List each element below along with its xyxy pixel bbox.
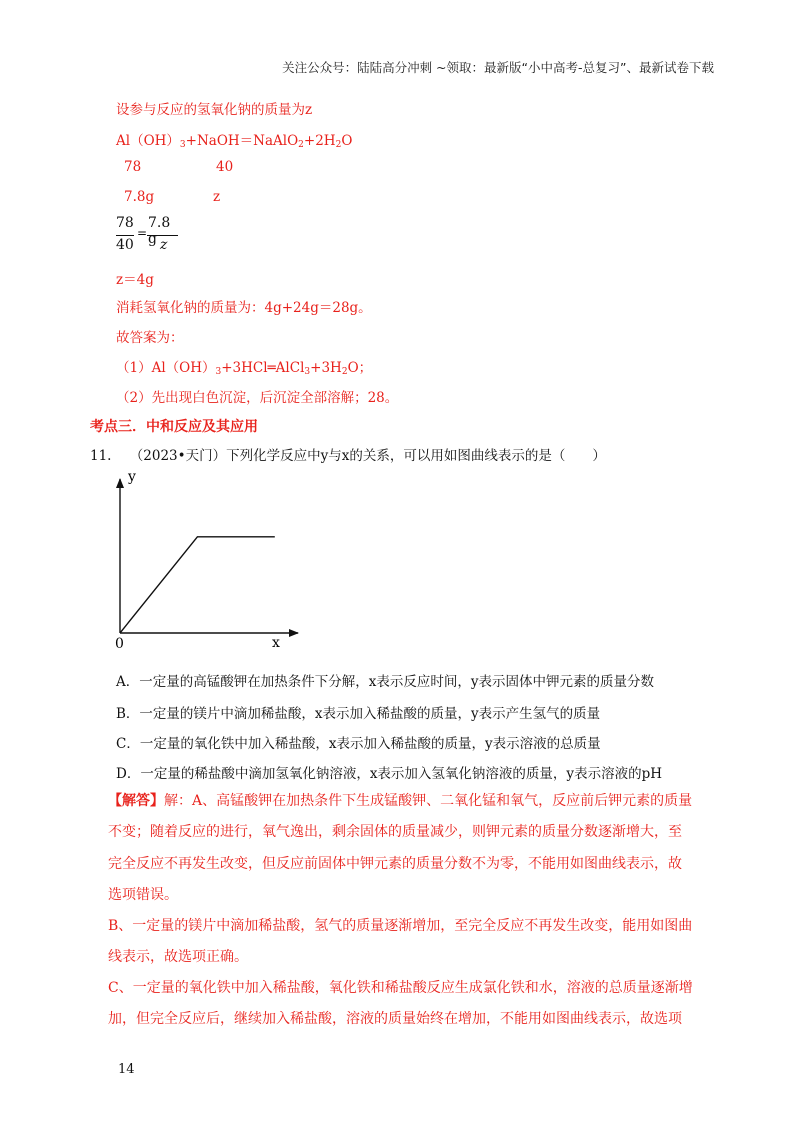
analysis-line-7: C、一定量的氧化铁中加入稀盐酸，氧化铁和稀盐酸反应生成氯化铁和水，溶液的总质量逐渐增 bbox=[108, 980, 693, 996]
question-stem bbox=[90, 444, 606, 464]
eq-subscript: 3 bbox=[179, 140, 186, 150]
option-a: A．一定量的高锰酸钾在加热条件下分解，x表示反应时间，y表示固体中钾元素的质量分数 bbox=[116, 674, 654, 690]
analysis-text: 解：A、高锰酸钾在加热条件下生成锰酸钾、二氧化锰和氧气，反应前后钾元素的质量 bbox=[164, 793, 693, 809]
analysis-line-4: 选项错误。 bbox=[108, 887, 178, 903]
page-number: 14 bbox=[118, 1062, 135, 1077]
eq-part: Al（OH） bbox=[116, 133, 180, 149]
fraction-equals: = bbox=[137, 226, 148, 240]
eq-part: O bbox=[341, 133, 353, 149]
option-b: B．一定量的镁片中滴加稀盐酸，x表示加入稀盐酸的质量，y表示产生氢气的质量 bbox=[116, 706, 601, 722]
ans-subscript: 2 bbox=[341, 367, 348, 377]
analysis-line-3: 完全反应不再发生改变，但反应前固体中钾元素的质量分数不为零，不能用如图曲线表示，故 bbox=[108, 856, 682, 872]
y-axis-label: y bbox=[128, 469, 136, 485]
question-text: （2023•天门）下列化学反应中y与x的关系，可以用如图曲线表示的是（ ） bbox=[129, 448, 606, 464]
option-c: C．一定量的氧化铁中加入稀盐酸，x表示加入稀盐酸的质量，y表示溶液的总质量 bbox=[116, 736, 601, 752]
question-number: 11. bbox=[90, 448, 112, 464]
ans-subscript: 3 bbox=[215, 367, 222, 377]
ans-part: +3H bbox=[310, 360, 342, 376]
analysis-line-8: 加，但完全反应后，继续加入稀盐酸，溶液的质量始终在增加，不能用如图曲线表示，故选项 bbox=[108, 1011, 682, 1027]
proportion-fraction bbox=[116, 215, 180, 255]
eq-subscript: 2 bbox=[335, 140, 342, 150]
option-d: D．一定量的稀盐酸中滴加氢氧化钠溶液，x表示加入氢氧化钠溶液的质量，y表示溶液的pH bbox=[116, 766, 662, 782]
analysis-tag: 【解答】 bbox=[108, 793, 164, 809]
molar-mass-78: 78 bbox=[124, 159, 142, 175]
eq-subscript: 2 bbox=[298, 140, 304, 150]
fraction-denominator-2: z bbox=[160, 237, 168, 253]
analysis-line-2: 不变；随着反应的进行，氧气逸出，剩余固体的质量减少，则钾元素的质量分数逐渐增大，至 bbox=[108, 824, 682, 840]
naoh-consumed: 消耗氢氧化钠的质量为：4g+24g＝28g。 bbox=[116, 300, 372, 316]
answer-2: （2）先出现白色沉淀，后沉淀全部溶解；28。 bbox=[116, 390, 399, 406]
solution-line-1: 设参与反应的氢氧化钠的质量为z bbox=[116, 102, 313, 118]
fraction-numerator-1: 78 bbox=[116, 215, 134, 231]
ans-part: （1）Al（OH） bbox=[116, 360, 216, 376]
fraction-bar-2 bbox=[147, 235, 178, 236]
page-header: 关注公众号：陆陆高分冲刺 ~领取：最新版“小中高考-总复习”、最新试卷下载 bbox=[282, 60, 714, 75]
answer-1 bbox=[116, 356, 372, 376]
analysis-line-1 bbox=[108, 790, 692, 810]
ans-part: O； bbox=[347, 360, 373, 376]
fraction-denominator-1: 40 bbox=[116, 237, 134, 253]
ans-part: +3HCl═AlCl bbox=[221, 360, 305, 376]
fraction-numerator-2: 7.8 g bbox=[148, 215, 171, 247]
ans-subscript: 3 bbox=[304, 367, 311, 377]
answer-intro: 故答案为： bbox=[116, 330, 184, 346]
eq-part: +2H bbox=[303, 133, 336, 149]
x-axis-label: x bbox=[272, 635, 280, 651]
origin-label: 0 bbox=[115, 636, 124, 652]
analysis-line-5: B、一定量的镁片中滴加稀盐酸，氢气的质量逐渐增加，至完全反应不再发生改变，能用如图曲 bbox=[108, 918, 693, 934]
given-mass: 7.8g bbox=[124, 189, 155, 205]
analysis-line-6: 线表示，故选项正确。 bbox=[108, 949, 248, 965]
section-title: 考点三．中和反应及其应用 bbox=[90, 419, 258, 435]
molar-mass-40: 40 bbox=[216, 159, 234, 175]
unknown-z: z bbox=[213, 189, 221, 205]
eq-part: +NaOH＝NaAlO bbox=[185, 133, 299, 149]
fraction-bar-1 bbox=[116, 235, 134, 236]
data-curve bbox=[120, 537, 275, 633]
curve-figure bbox=[110, 465, 310, 655]
reaction-equation bbox=[116, 129, 352, 149]
z-result: z＝4g bbox=[116, 272, 154, 288]
